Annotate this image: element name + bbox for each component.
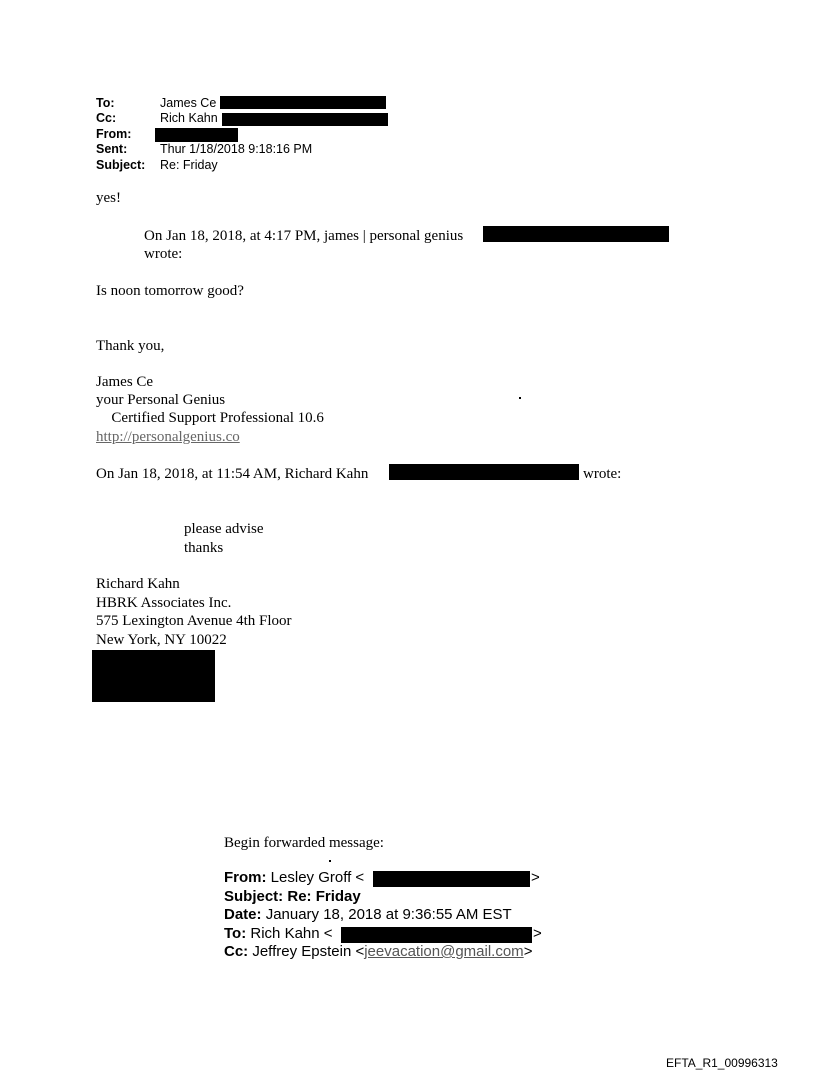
cc-label: Cc: bbox=[96, 111, 117, 125]
document-id: EFTA_R1_00996313 bbox=[666, 1056, 778, 1070]
quote1-line1: On Jan 18, 2018, at 4:17 PM, james | personal genius bbox=[144, 228, 464, 244]
question-text: Is noon tomorrow good? bbox=[96, 283, 244, 299]
signature-title: your Personal Genius bbox=[96, 392, 226, 408]
subject-row bbox=[96, 158, 396, 173]
redaction-bar bbox=[220, 96, 386, 109]
stray-dot bbox=[519, 397, 521, 399]
reply-text: yes! bbox=[96, 190, 121, 206]
to-label: To: bbox=[96, 96, 115, 110]
forward-intro: Begin forwarded message: bbox=[224, 835, 384, 851]
fwd-to-close: > bbox=[533, 925, 542, 942]
fwd-from-row bbox=[224, 869, 364, 888]
redaction-bar bbox=[222, 113, 388, 126]
redaction-bar bbox=[389, 464, 579, 480]
fwd-cc-label: Cc: bbox=[224, 943, 249, 960]
fwd-to-label: To: bbox=[224, 925, 247, 942]
signature-name: James Ce bbox=[96, 374, 154, 390]
fwd-date-value: January 18, 2018 at 9:36:55 AM EST bbox=[265, 906, 512, 923]
fwd-subject-row bbox=[224, 888, 361, 907]
fwd-subject-value: Re: Friday bbox=[287, 888, 361, 905]
sent-row bbox=[96, 142, 396, 157]
fwd-from-close: > bbox=[531, 869, 540, 886]
stray-dot bbox=[329, 860, 331, 862]
redaction-bar bbox=[155, 128, 238, 142]
rk-name: Richard Kahn bbox=[96, 576, 180, 592]
fwd-from-label: From: bbox=[224, 869, 267, 886]
thanks-text: Thank you, bbox=[96, 338, 165, 354]
fwd-date-row bbox=[224, 906, 512, 925]
redaction-block bbox=[92, 650, 215, 702]
fwd-to-value: Rich Kahn < bbox=[250, 925, 333, 942]
fwd-cc-row bbox=[224, 943, 532, 962]
rk-company: HBRK Associates Inc. bbox=[96, 595, 232, 611]
quote2-prefix: On Jan 18, 2018, at 11:54 AM, Richard Kahn bbox=[96, 466, 369, 482]
advise-thanks: thanks bbox=[184, 540, 224, 556]
cc-value: Rich Kahn bbox=[160, 111, 218, 125]
signature-link-wrap bbox=[96, 428, 240, 446]
signature-cert: Certified Support Professional 10.6 bbox=[96, 410, 309, 426]
fwd-cc-close: > bbox=[523, 943, 533, 960]
fwd-subject-label: Subject: bbox=[224, 888, 284, 905]
fwd-to-row bbox=[224, 925, 333, 944]
redaction-bar bbox=[341, 927, 532, 943]
to-value: James Ce bbox=[160, 96, 217, 110]
redaction-bar bbox=[373, 871, 530, 887]
sent-label: Sent: bbox=[96, 142, 128, 156]
subject-value: Re: Friday bbox=[160, 158, 218, 172]
quote1-line2: wrote: bbox=[144, 246, 183, 262]
fwd-cc-value: Jeffrey Epstein < bbox=[252, 943, 365, 960]
signature-link[interactable]: http://personalgenius.co bbox=[96, 429, 240, 445]
from-row bbox=[96, 127, 396, 142]
fwd-from-value: Lesley Groff < bbox=[270, 869, 365, 886]
subject-label: Subject: bbox=[96, 158, 146, 172]
fwd-date-label: Date: bbox=[224, 906, 262, 923]
rk-city: New York, NY 10022 bbox=[96, 632, 227, 648]
sent-value: Thur 1/18/2018 9:18:16 PM bbox=[160, 142, 313, 156]
redaction-bar bbox=[483, 226, 669, 242]
quote2-suffix: wrote: bbox=[583, 466, 622, 482]
from-label: From: bbox=[96, 127, 132, 141]
fwd-cc-email-link[interactable]: jeevacation@gmail.com bbox=[364, 943, 524, 960]
rk-address: 575 Lexington Avenue 4th Floor bbox=[96, 613, 292, 629]
advise-text: please advise bbox=[184, 521, 264, 537]
